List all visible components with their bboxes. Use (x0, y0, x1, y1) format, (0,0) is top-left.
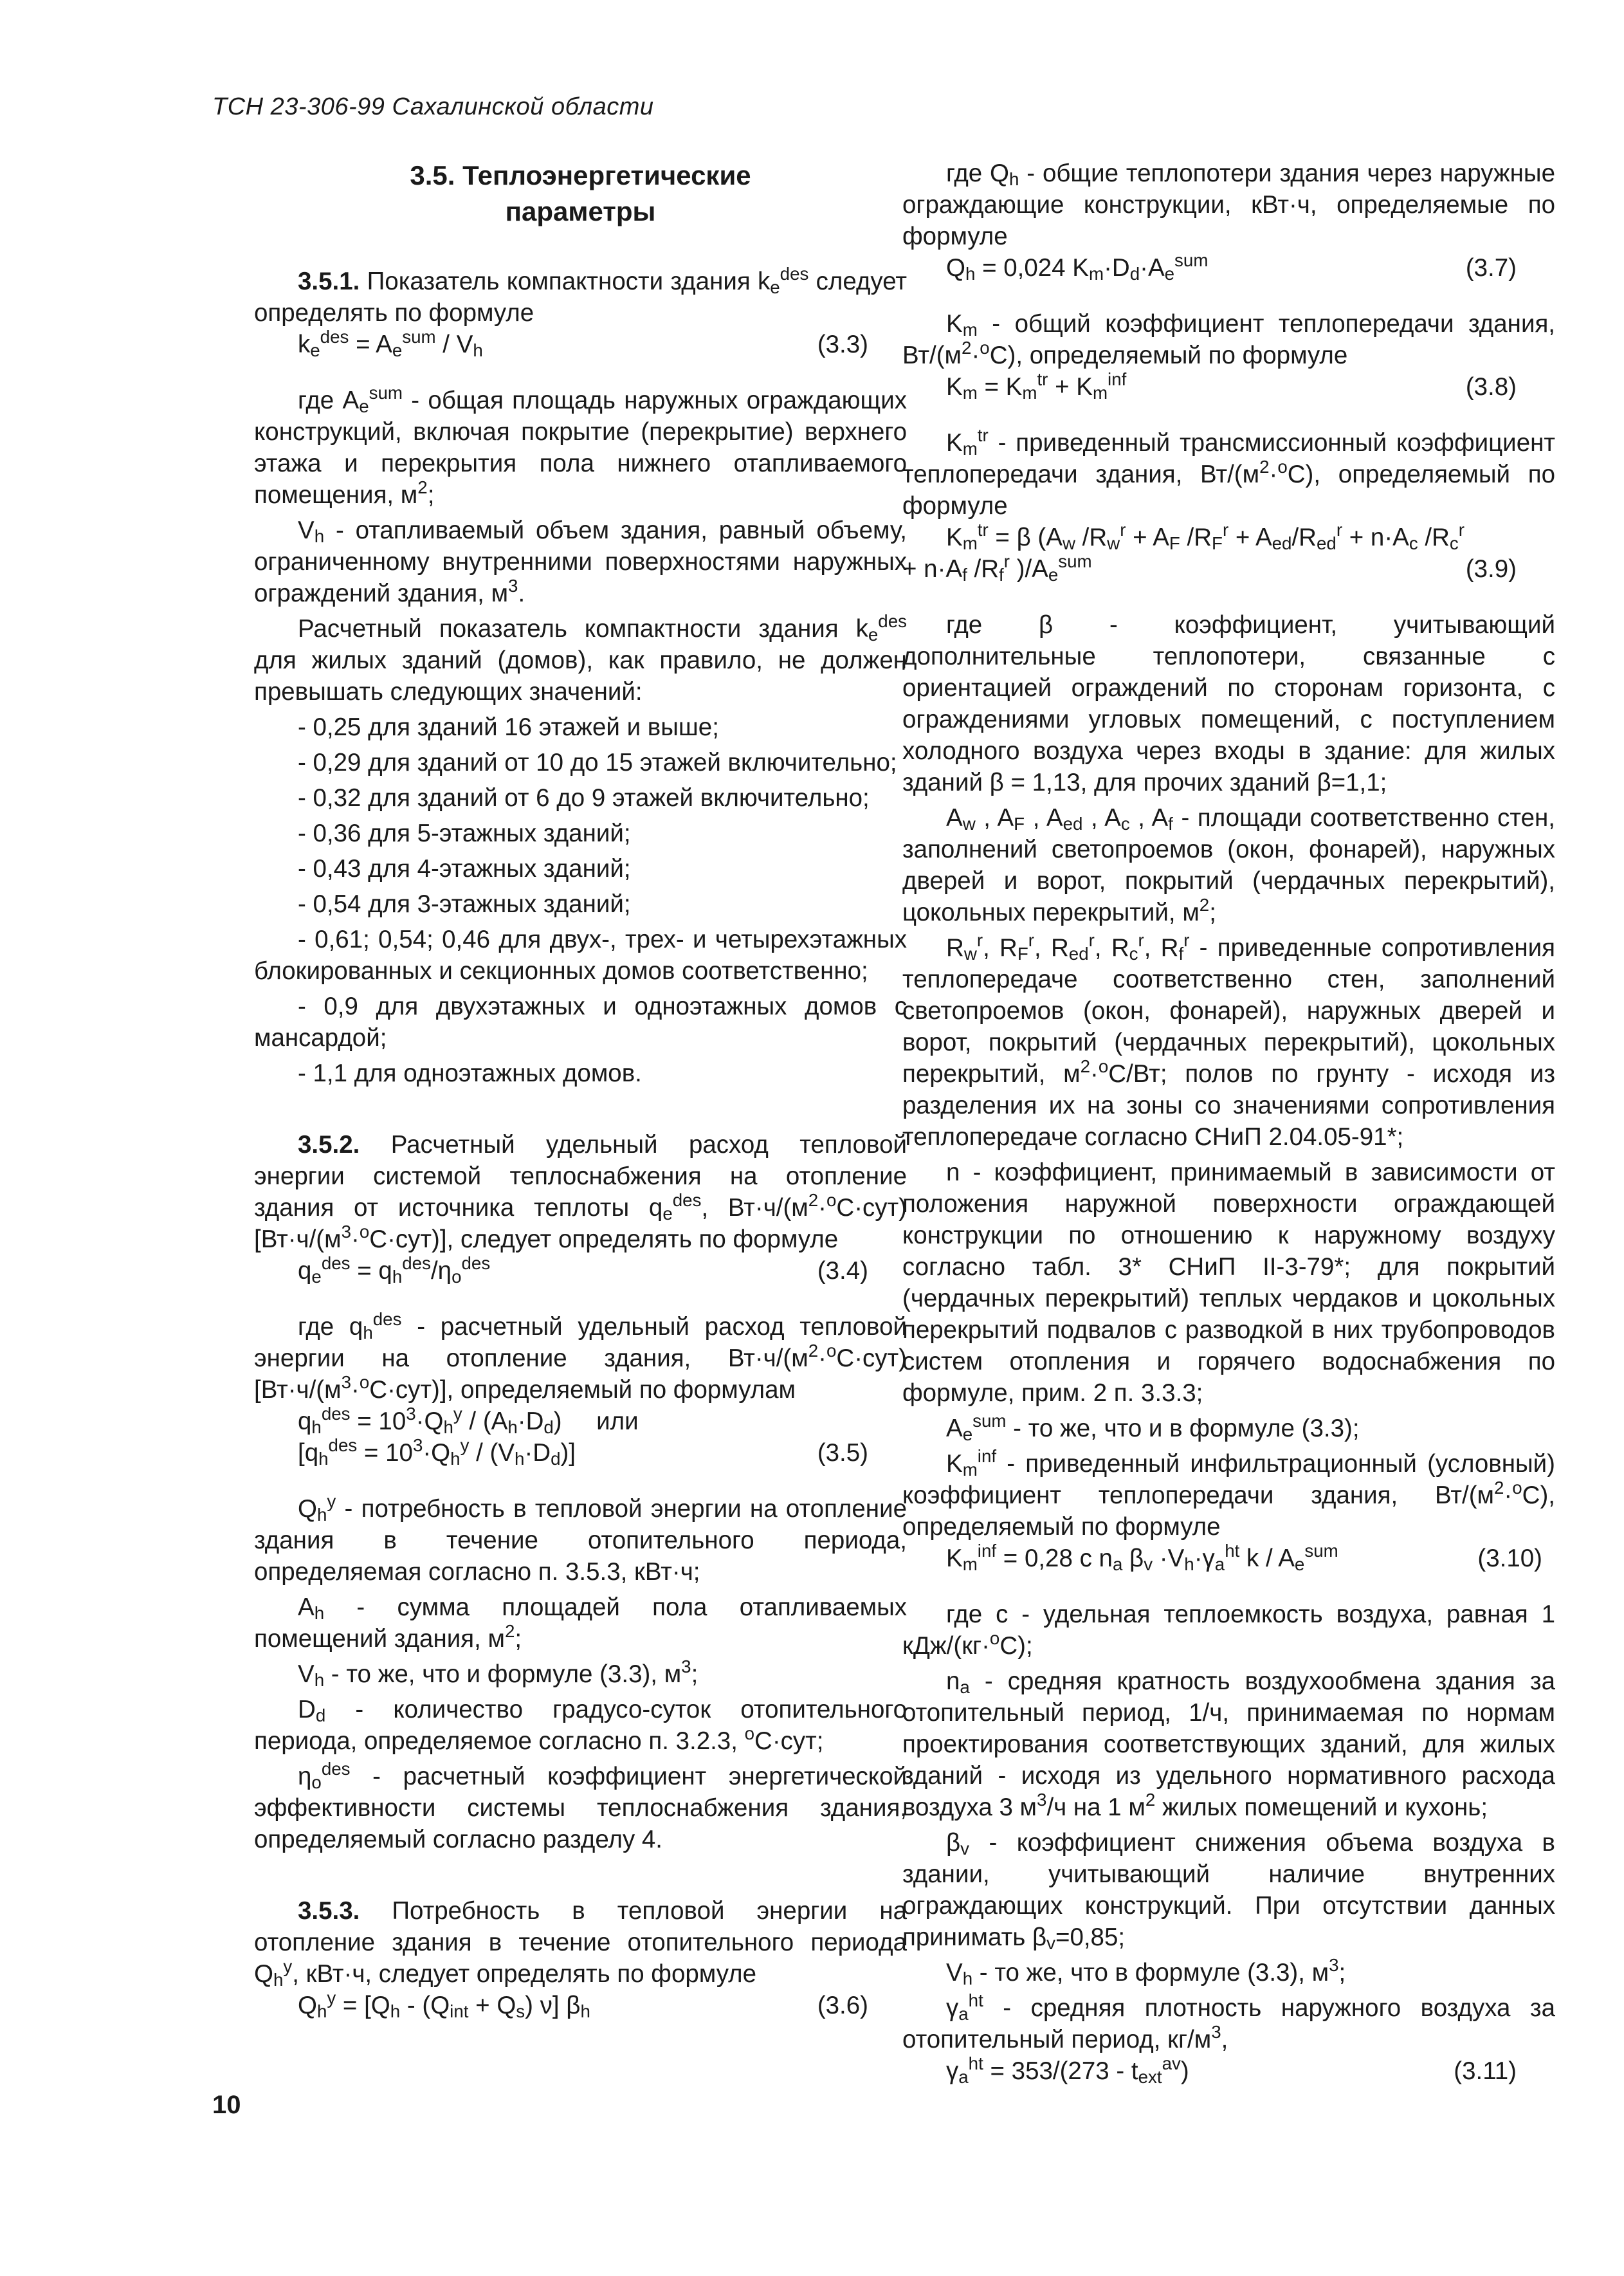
para-c: где c - удельная теплоемкость воздуха, равная 1 кДж/(кг·$^o$С); (902, 1601, 1555, 1660)
formula-3-6: $Q_h^y = [Q_h - (Q_{int} + Q_s)$ ν] $\beta_h$ (3.6) (298, 1987, 868, 2022)
para-vh-2: $V_h$ - то же, что и формуле (3.3), $м^3$; (298, 1656, 698, 1691)
list-item: - 0,29 для зданий от 10 до 15 этажей включительно; (298, 749, 897, 776)
para-vh-3: $V_h$ - то же, что в формуле (3.3), $м^3$; (946, 1954, 1346, 1989)
para-areas: $A_w$ , $A_F$ , $A_{ed}$ , $A_c$ , $A_f$ - площади соответственно стен, заполнений светопроемов (окон, фонарей), наружных дверей и ворот, покрытий (чердачных перекрытий), цокольных перекрытий, $м^2$; (902, 804, 1556, 926)
formula-3-5a: $q_h^{des} = 10^3\cdot Q_h^y / (A_h\cdot D_d)$ или (298, 1403, 639, 1438)
para-betav: $\beta_v$ - коэффициент снижения объема воздуха в здании, учитывающий наличие внутренних ограждающих конструкций. При отсутствии данных принимать $\beta_v=0,85$; (902, 1829, 1555, 1954)
para-kminf: $K_m^{inf}$ - приведенный инфильтрационный (условный) коэффициент теплопередачи здания, $Вт/(м^2\cdot^oС)$, определяемый по формуле (902, 1445, 1555, 1541)
formula-3-10: $K_m^{inf} = 0,28$ c $n_a$ $\beta_v \cdot V_h\cdot\gamma_a^{ht}$ k / $A_e^{sum}$ (3.10) (946, 1540, 1542, 1575)
formula-3-7: $Q_h = 0,024$ $K_m\cdot D_d\cdot A_e^{sum}$ (3.7) (946, 250, 1517, 284)
para-dd: $D_d$ - количество градусо-суток отопительного периода, определяемое согласно п. 3.2.3, $^o$С·сут; (254, 1696, 907, 1755)
para-qhy: $Q_h^y$ - потребность в тепловой энергии на отопление здания в течение отопительного периода, определяемая согласно п. 3.5.3, кВт·ч; (254, 1491, 907, 1586)
para-beta: где β - коэффициент, учитывающий дополнительные теплопотери, связанные с ориентацией ограждений по сторонам горизонта, с ограждениями угловых помещений, с поступлением холодного воздуха через входы в здание: для жилых зданий β = 1,13, для прочих зданий β=1,1; (902, 611, 1555, 796)
formula-3-4: $q_e^{des} = q_h^{des}/\eta_o^{des}$ (3.4) (298, 1253, 868, 1287)
para-compactness: Расчетный показатель компактности здания $k_e^{des}$ для жилых зданий (домов), как правило, не должен превышать следующих значений: (254, 610, 907, 706)
para-ah: $A_h$ - сумма площадей пола отапливаемых помещений здания, $м^2$; (254, 1593, 907, 1653)
para-3-5-3: 3.5.3. Потребность в тепловой энергии на отопление здания в течение отопительного периода $Q_h^y$, кВт·ч, следует определять по формуле (254, 1897, 907, 1990)
page-number: 10 (212, 2091, 241, 2119)
para-qh-losses: где $Q_h$ - общие теплопотери здания через наружные ограждающие конструкции, кВт·ч, определяемые по формуле (902, 160, 1555, 250)
formula-3-11: $\gamma_a^{ht} = 353/(273 - t_{ext}^{av})$ (3.11) (946, 2053, 1517, 2088)
para-aesum: $A_e^{sum}$ - то же, что и в формуле (3.3); (946, 1410, 1360, 1445)
para-na: $n_a$ - средняя кратность воздухообмена здания за отопительный период, 1/ч, принимаемая по нормам проектирования соответствующих зданий, для жилых зданий - исходя из удельного нормативного расхода воздуха 3 $м^3/ч$ на 1 $м^2$ жилых помещений и кухонь; (902, 1667, 1555, 1821)
para-3-5-2: 3.5.2. Расчетный удельный расход тепловой энергии системой теплоснабжения на отопление здания от источника теплоты $q_e^{des}$, $Вт\cdot ч/(м^2\cdot^oС\cdot сут)$ $[Вт\cdot ч/(м^3\cdot^oС\cdot сут)]$, следует определять по формуле (254, 1131, 907, 1253)
para-resistances: $R_w^r$, $R_F^r$, $R_{ed}^r$, $R_c^r$, $R_f^r$ - приведенные сопротивления теплопередаче соответственно стен, заполнений светопроемов (окон, фонарей), наружных дверей и ворот, покрытий (чердачных перекрытий), цокольных перекрытий, $м^2\cdot^oС/Вт$; полов по грунту - исходя из разделения их на зоны со значениями сопротивления теплопередаче согласно СНиП 2.04.05-91*; (902, 930, 1555, 1151)
para-eta: $\eta_o^{des}$ - расчетный коэффициент энергетической эффективности системы теплоснабжения здания, определяемый согласно разделу 4. (254, 1758, 907, 1853)
formula-3-9b: + $n\cdot A_f$ $/R_f^r$ )$/A_e^{sum}$ (3.9) (902, 551, 1517, 585)
document-header: ТСН 23-306-99 Сахалинской области (212, 93, 654, 120)
formula-3-8: $K_m = K_m^{tr} + K_m^{inf}$ (3.8) (946, 369, 1517, 403)
list-item: - 0,32 для зданий от 6 до 9 этажей включительно; (298, 784, 870, 812)
list-item: - 0,54 для 3-этажных зданий; (298, 890, 631, 918)
list-item: - 0,43 для 4-этажных зданий; (298, 855, 631, 883)
list-item: - 0,36 для 5-этажных зданий; (298, 820, 631, 847)
left-column (254, 158, 907, 2021)
para-km: $K_m$ - общий коэффициент теплопередачи здания, $Вт/(м^2\cdot^oС)$, определяемый по формуле (902, 310, 1555, 369)
list-item: - 0,25 для зданий 16 этажей и выше; (298, 713, 719, 741)
para-gamma: $\gamma_a^{ht}$ - средняя плотность наружного воздуха за отопительный период, $кг/м^3$, (902, 1990, 1555, 2053)
formula-3-9a: $K_m^{tr} = \beta$ ($A_w$ $/R_w^r + A_F$ $/R_F^r + A_{ed}/R_{ed}^r + n\cdot A_c$ $/R_c^r$ (946, 519, 1464, 554)
para-qh: где $q_h^{des}$ - расчетный удельный расход тепловой энергии на отопление здания, $Вт\cdot ч/(м^2\cdot^oС\cdot сут)$ $[Вт\cdot ч/(м^3\cdot^oС\cdot сут)]$, определяемый по формулам (254, 1308, 907, 1404)
list-item: - 0,9 для двухэтажных и одноэтажных домов с мансардой; (254, 993, 907, 1052)
para-asum: где $A_e^{sum}$ - общая площадь наружных ограждающих конструкций, включая покрытие (перекрытие) верхнего этажа и перекрытия пола нижнего отапливаемого помещения, $м^2$; (254, 382, 907, 509)
formula-3-5b: $[q_h^{des} = 10^3\cdot Q_h^y / (V_h\cdot D_d)]$ (3.5) (298, 1435, 868, 1469)
para-n: n - коэффициент, принимаемый в зависимости от положения наружной поверхности ограждающей конструкции по отношению к наружному воздуху согласно табл. 3* СНиП II-3-79*; для покрытий (чердачных перекрытий) теплых чердаков и цокольных перекрытий подвалов с разводкой в них трубопроводов систем отопления и горячего водоснабжения по формуле, прим. 2 п. 3.3.3; (902, 1159, 1555, 1407)
para-vh: $V_h$ - отапливаемый объем здания, равный объему, ограниченному внутренними поверхностями наружных ограждений здания, $м^3$. (254, 517, 907, 607)
para-kmtr: $K_m^{tr}$ - приведенный трансмиссионный коэффициент теплопередачи здания, $Вт/(м^2\cdot^oС)$, определяемый по формуле (902, 425, 1555, 520)
right-column (902, 158, 1555, 2087)
section-heading: 3.5. Теплоэнергетические параметры (410, 160, 751, 226)
para-3-5-1: 3.5.1. Показатель компактности здания $k_e^{des}$ следует определять по формуле (254, 263, 907, 327)
list-item: - 0,61; 0,54; 0,46 для двух-, трех- и четырехэтажных блокированных и секционных домов соответственно; (254, 926, 907, 985)
formula-3-3: $k_e^{des} = A_e^{sum} / V_h$ (3.3) (298, 326, 868, 361)
list-item: - 1,1 для одноэтажных домов. (298, 1060, 642, 1087)
